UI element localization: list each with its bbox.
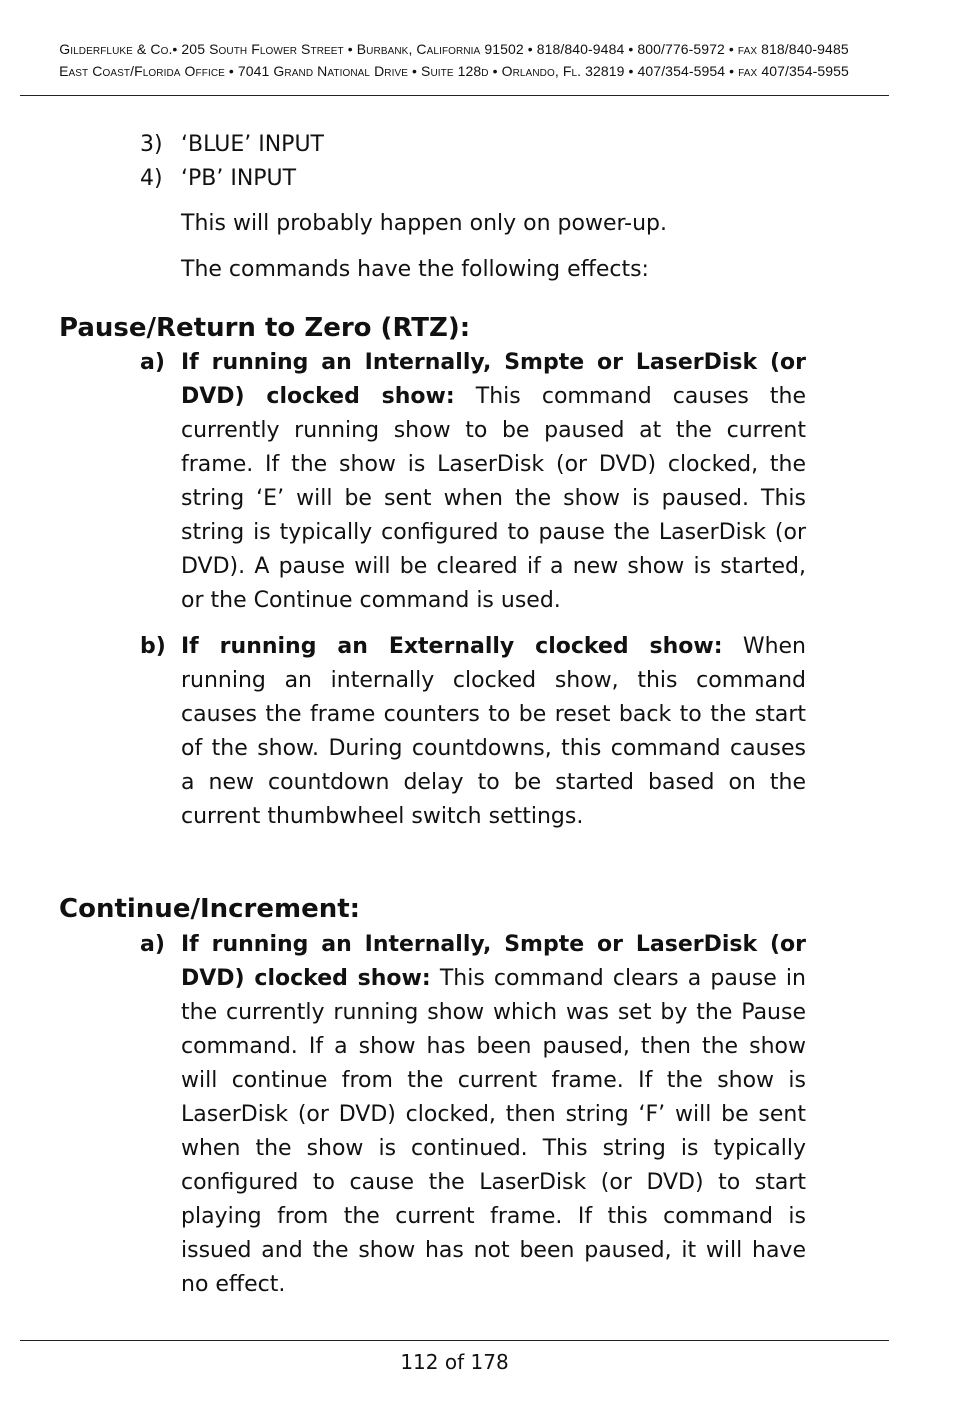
section-item (140, 346, 806, 618)
section-heading-pause: Pause/Return to Zero (RTZ): (59, 313, 471, 343)
header-divider (20, 95, 889, 96)
item-text: This command clears a pause in the currently running show which was set by the Pause command. If a show has been paused, then the show will continue from the current frame. If the show is LaserDisk (or DVD) clocked, then string ‘F’ will be sent when the show is continued. This string is typically configured to cause the LaserDisk (or DVD) to start playing from the current frame. If this command is issued and the show has not been paused, it will have no effect. (181, 966, 806, 1297)
item-text: This command causes the currently running show to be paused at the current frame. If the show is LaserDisk (or DVD) clocked, the string ‘E’ will be sent when the show is paused. This string is typically configured to pause the LaserDisk (or DVD). A pause will be cleared if a new show is started, or the Continue command is used. (181, 384, 807, 613)
header-address-line-2: East Coast/Florida Office • 7041 Grand National Drive • Suite 128d • Orlando, Fl. 32819 • 407/354-5954 • fax 407/354-5955 (59, 63, 849, 79)
list-label: ‘PB’ INPUT (181, 166, 297, 191)
intro-line: The commands have the following effects: (181, 257, 649, 282)
list-number: 4) (140, 166, 163, 191)
header-address-line-1: Gilderfluke & Co.• 205 South Flower Street • Burbank, California 91502 • 818/840-9484 • 800/776-5972 • fax 818/840-9485 (59, 41, 849, 57)
page-header (20, 38, 888, 82)
list-item (140, 128, 324, 162)
list-label: ‘BLUE’ INPUT (181, 132, 324, 157)
item-lead: If running an Externally clocked show: (181, 634, 723, 659)
list-item (140, 162, 296, 196)
page-number: 112 of 178 (400, 1350, 509, 1374)
item-body (181, 928, 806, 1302)
item-lead: If running an Internally, Smpte or LaserDisk (or DVD) clocked show: (181, 932, 806, 991)
section-item (140, 928, 806, 1302)
item-body (181, 346, 806, 618)
section-item (140, 630, 806, 834)
section-heading-continue: Continue/Increment: (59, 894, 361, 924)
footer-divider (20, 1340, 889, 1341)
item-text: When running an internally clocked show, this command causes the frame counters to be reset back to the start of the show. During countdowns, this command causes a new countdown delay to be started based on the current thumbwheel switch settings. (181, 634, 806, 829)
item-body (181, 630, 806, 834)
item-marker: a) (140, 350, 165, 375)
intro-line: This will probably happen only on power-up. (181, 211, 667, 236)
item-marker: b) (140, 634, 166, 659)
list-number: 3) (140, 132, 163, 157)
item-lead: If running an Internally, Smpte or LaserDisk (or DVD) clocked show: (181, 350, 806, 409)
item-marker: a) (140, 932, 165, 957)
